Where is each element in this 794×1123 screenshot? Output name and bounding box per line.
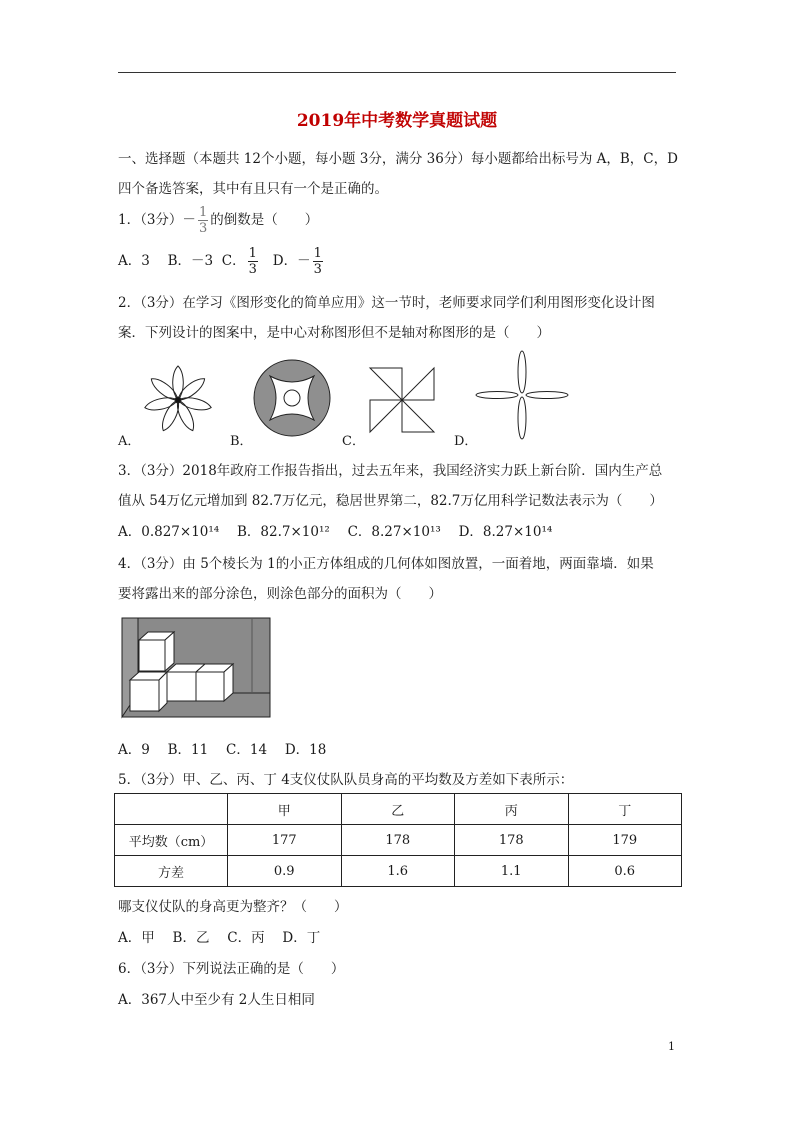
table-cell: 平均数（cm） xyxy=(115,825,228,856)
cubes-figure-icon xyxy=(122,618,272,718)
figure-c-pinwheel-icon xyxy=(368,366,436,434)
fraction-denominator: 3 xyxy=(248,262,257,277)
option-a: A．3 xyxy=(118,253,150,269)
table-cell: 1.6 xyxy=(341,856,455,887)
figure-d-ellipses-icon xyxy=(474,350,570,440)
question-6-option-a: A．367人中至少有 2人生日相同 xyxy=(118,992,315,1008)
question-1-options xyxy=(118,247,325,276)
question-6-line1: 6．（3分）下列说法正确的是（ ） xyxy=(118,961,345,977)
fraction-numerator: 1 xyxy=(313,246,322,261)
fraction-numerator: 1 xyxy=(248,246,257,261)
fraction-denominator: 3 xyxy=(198,221,208,236)
question-2-line1: 2．（3分）在学习《图形变化的简单应用》这一节时，老师要求同学们利用图形变化设计图 xyxy=(118,295,655,311)
section-instructions-line2: 四个备选答案，其中有且只有一个是正确的。 xyxy=(118,181,388,197)
question-1-suffix: 的倒数是（ ） xyxy=(210,212,319,228)
option-b: B．－3 xyxy=(167,253,214,269)
table-row xyxy=(115,825,682,856)
question-1 xyxy=(118,206,318,235)
question-3-options: A．0.827×10¹⁴ B．82.7×10¹² C．8.27×10¹³ D．8.27×10¹⁴ xyxy=(118,524,553,540)
figure-a-label: A． xyxy=(118,434,141,449)
option-c-prefix: C． xyxy=(221,253,246,269)
table-cell: 177 xyxy=(228,825,342,856)
header-rule xyxy=(118,72,676,73)
question-4-line2: 要将露出来的部分涂色，则涂色部分的面积为（ ） xyxy=(118,586,442,602)
table-header-cell: 乙 xyxy=(341,794,455,825)
figure-d-label: D． xyxy=(454,434,478,449)
table-cell: 178 xyxy=(455,825,569,856)
figure-b-circle-icon xyxy=(252,358,332,438)
fraction-denominator: 3 xyxy=(313,262,322,277)
figure-a-flower-icon xyxy=(140,362,216,438)
option-d-prefix: D．－ xyxy=(272,253,311,269)
option-c-fraction xyxy=(248,247,258,276)
option-d-fraction xyxy=(313,247,323,276)
table-cell: 179 xyxy=(568,825,682,856)
question-5-options: A．甲 B．乙 C．丙 D．丁 xyxy=(118,930,321,946)
question-2-line2: 案．下列设计的图案中，是中心对称图形但不是轴对称图形的是（ ） xyxy=(118,325,550,341)
question-3-line2: 值从 54万亿元增加到 82.7万亿元，稳居世界第二，82.7万亿用科学记数法表示为（ ） xyxy=(118,493,663,509)
table-cell: 方差 xyxy=(115,856,228,887)
figure-b-label: B． xyxy=(230,434,253,449)
question-4-line1: 4．（3分）由 5个棱长为 1的小正方体组成的几何体如图放置，一面着地，两面靠墙．如果 xyxy=(118,556,654,572)
question-1-prefix: 1．（3分）－ xyxy=(118,212,196,228)
table-header-cell: 丙 xyxy=(455,794,569,825)
section-instructions-line1: 一、选择题（本题共 12个小题，每小题 3分，满分 36分）每小题都给出标号为 A，B，C，D xyxy=(118,151,678,167)
table-header-cell: 甲 xyxy=(228,794,342,825)
table-cell: 0.9 xyxy=(228,856,342,887)
table-row xyxy=(115,856,682,887)
question-5-question: 哪支仪仗队的身高更为整齐？（ ） xyxy=(118,899,348,915)
table-header-row xyxy=(115,794,682,825)
height-stats-table xyxy=(114,793,682,887)
question-1-fraction xyxy=(198,206,208,235)
table-cell: 0.6 xyxy=(568,856,682,887)
question-4-options: A．9 B．11 C．14 D．18 xyxy=(118,742,327,758)
table-cell: 178 xyxy=(341,825,455,856)
table-header-cell xyxy=(115,794,228,825)
figure-c-label: C． xyxy=(342,434,365,449)
page-number: 1 xyxy=(668,1040,675,1053)
table-cell: 1.1 xyxy=(455,856,569,887)
question-5-line1: 5．（3分）甲、乙、丙、丁 4支仪仗队队员身高的平均数及方差如下表所示： xyxy=(118,772,574,788)
question-3-line1: 3．（3分）2018年政府工作报告指出，过去五年来，我国经济实力跃上新台阶．国内生产总 xyxy=(118,463,663,479)
fraction-numerator: 1 xyxy=(198,205,208,220)
table-header-cell: 丁 xyxy=(568,794,682,825)
page-title: 2019年中考数学真题试题 xyxy=(296,111,498,131)
